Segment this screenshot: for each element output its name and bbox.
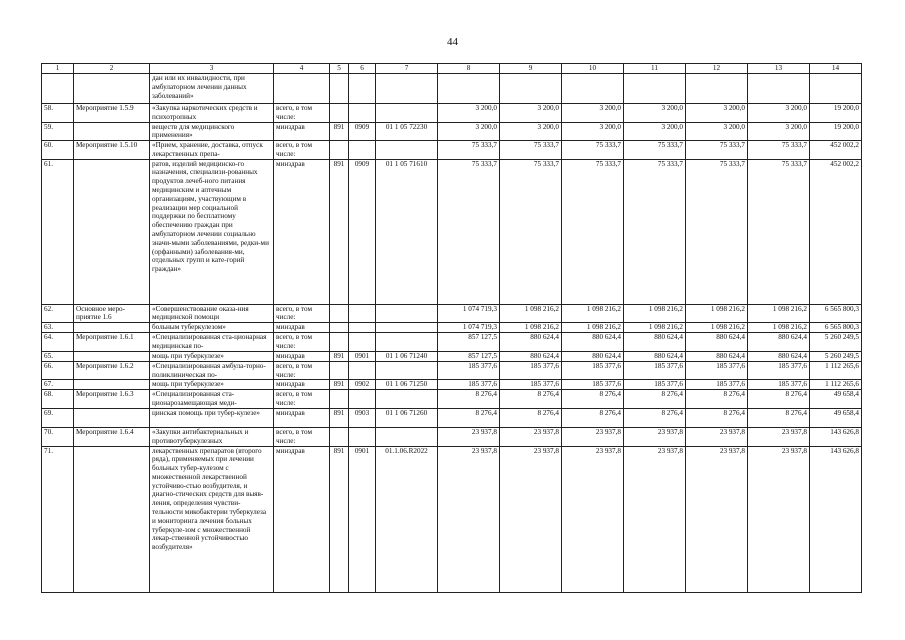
code-target-cell: [376, 390, 438, 409]
activity-name-cell: Мероприятие 1.5.9: [74, 104, 150, 123]
source-cell: всего, в том числе:: [274, 104, 330, 123]
year-value-cell: 880 624,4: [748, 351, 810, 361]
activity-name-cell: Мероприятие 1.6.2: [74, 361, 150, 380]
code-section-cell: [349, 361, 376, 380]
year-value-cell: 185 377,6: [686, 361, 748, 380]
year-value-cell: 75 333,7: [438, 159, 500, 304]
year-value-cell: 75 333,7: [500, 159, 562, 304]
source-cell: всего, в том числе:: [274, 427, 330, 446]
code-target-cell: 01 1 06 71250: [376, 380, 438, 390]
table-row: [42, 390, 862, 409]
page-number: 44: [447, 36, 458, 48]
total-value-cell: 452 002,2: [810, 141, 862, 160]
table-body: [42, 64, 862, 593]
header-cell: 14: [810, 64, 862, 74]
year-value-cell: 8 276,4: [624, 390, 686, 409]
year-value-cell: 880 624,4: [562, 351, 624, 361]
activity-name-cell: [74, 323, 150, 333]
activity-name-cell: [74, 351, 150, 361]
table-row: [42, 408, 862, 427]
description-cell: мощь при туберкулезе»: [150, 380, 274, 390]
year-value-cell: 3 200,0: [624, 122, 686, 141]
year-value-cell: 23 937,8: [624, 427, 686, 446]
table-row: [42, 351, 862, 361]
code-grbs-cell: 891: [330, 159, 349, 304]
table-row: [42, 159, 862, 304]
activity-name-cell: [74, 408, 150, 427]
description-cell: лекарственных препаратов (второго ряда), применяемых при лечении больных тубер-кулезом с множественной лекарственной устойчиво-стью возбудителя, и диагно-стических средств для выяв-ления, определения чувстви-тельности микобактерии туберкулеза и мониторинга лечения больных туберкуле-зом с множественной лекар-ственной устойчивостью возбудителя»: [150, 446, 274, 592]
source-cell: всего, в том числе:: [274, 333, 330, 352]
year-value-cell: 185 377,6: [748, 380, 810, 390]
code-section-cell: 0903: [349, 408, 376, 427]
year-value-cell: 8 276,4: [438, 408, 500, 427]
description-cell: «Специализированная ста-ционарозамещающая меди-: [150, 390, 274, 409]
year-value-cell: 880 624,4: [686, 351, 748, 361]
row-number-cell: 64.: [42, 333, 74, 352]
year-value-cell: 75 333,7: [686, 159, 748, 304]
header-cell: 6: [349, 64, 376, 74]
year-value-cell: 1 098 216,2: [748, 304, 810, 323]
code-grbs-cell: [330, 104, 349, 123]
year-value-cell: 75 333,7: [748, 141, 810, 160]
code-grbs-cell: [330, 141, 349, 160]
year-value-cell: 8 276,4: [438, 390, 500, 409]
year-value-cell: [748, 74, 810, 104]
code-section-cell: 0901: [349, 351, 376, 361]
year-value-cell: 8 276,4: [686, 408, 748, 427]
year-value-cell: 185 377,6: [500, 361, 562, 380]
code-target-cell: 01 1 05 71610: [376, 159, 438, 304]
year-value-cell: 1 074 719,3: [438, 304, 500, 323]
header-cell: 11: [624, 64, 686, 74]
description-cell: «Совершенствование оказа-ния медицинской помощи: [150, 304, 274, 323]
row-number-cell: 68.: [42, 390, 74, 409]
header-row: [42, 64, 862, 74]
total-value-cell: 5 260 249,5: [810, 333, 862, 352]
total-value-cell: [810, 74, 862, 104]
code-target-cell: [376, 104, 438, 123]
code-target-cell: [376, 323, 438, 333]
description-cell: «Прием, хранение, доставка, отпуск лекарственных препа-: [150, 141, 274, 160]
code-grbs-cell: 891: [330, 446, 349, 592]
row-number-cell: 62.: [42, 304, 74, 323]
table-row: [42, 141, 862, 160]
code-grbs-cell: [330, 74, 349, 104]
source-cell: всего, в том числе:: [274, 390, 330, 409]
row-number-cell: [42, 74, 74, 104]
year-value-cell: 23 937,8: [562, 427, 624, 446]
budget-table: [41, 63, 862, 593]
code-grbs-cell: [330, 390, 349, 409]
year-value-cell: [500, 74, 562, 104]
year-value-cell: 3 200,0: [686, 122, 748, 141]
code-target-cell: [376, 361, 438, 380]
year-value-cell: 75 333,7: [748, 159, 810, 304]
year-value-cell: [686, 74, 748, 104]
total-value-cell: 452 002,2: [810, 159, 862, 304]
year-value-cell: 1 098 216,2: [500, 323, 562, 333]
code-target-cell: 01 1 05 72230: [376, 122, 438, 141]
year-value-cell: 185 377,6: [562, 361, 624, 380]
year-value-cell: 75 333,7: [624, 141, 686, 160]
table-row: [42, 427, 862, 446]
source-cell: минздрав: [274, 122, 330, 141]
year-value-cell: 1 098 216,2: [562, 304, 624, 323]
total-value-cell: 1 112 265,6: [810, 361, 862, 380]
table-row: [42, 74, 862, 104]
year-value-cell: [562, 74, 624, 104]
code-section-cell: [349, 304, 376, 323]
total-value-cell: 49 658,4: [810, 408, 862, 427]
row-number-cell: 69.: [42, 408, 74, 427]
activity-name-cell: [74, 159, 150, 304]
year-value-cell: 23 937,8: [748, 427, 810, 446]
activity-name-cell: [74, 74, 150, 104]
code-grbs-cell: [330, 361, 349, 380]
code-grbs-cell: [330, 304, 349, 323]
year-value-cell: [438, 74, 500, 104]
code-section-cell: 0901: [349, 446, 376, 592]
year-value-cell: 880 624,4: [624, 351, 686, 361]
year-value-cell: 8 276,4: [562, 390, 624, 409]
year-value-cell: 880 624,4: [624, 333, 686, 352]
code-grbs-cell: 891: [330, 351, 349, 361]
header-cell: 9: [500, 64, 562, 74]
row-number-cell: 59.: [42, 122, 74, 141]
header-cell: 5: [330, 64, 349, 74]
total-value-cell: 49 658,4: [810, 390, 862, 409]
source-cell: всего, в том числе:: [274, 141, 330, 160]
row-number-cell: 67.: [42, 380, 74, 390]
description-cell: ратов, изделий медицинско-го назначения, специализи-рованных продуктов лечеб-ного питания медицинским и аптечным организациям, участвующим в реализации мер социальной поддержки по бесплатному обеспечению граждан при амбулаторном лечении социально значи-мыми заболеваниями, редки-ми (орфанными) заболевания-ми, отдельных групп и кате-горий граждан»: [150, 159, 274, 304]
year-value-cell: 8 276,4: [624, 408, 686, 427]
source-cell: минздрав: [274, 351, 330, 361]
description-cell: «Специализированная амбула-торно-поликлиническая по-: [150, 361, 274, 380]
total-value-cell: 6 565 800,3: [810, 304, 862, 323]
year-value-cell: 880 624,4: [686, 333, 748, 352]
year-value-cell: 23 937,8: [624, 446, 686, 592]
year-value-cell: 880 624,4: [500, 351, 562, 361]
year-value-cell: 8 276,4: [748, 390, 810, 409]
year-value-cell: 185 377,6: [748, 361, 810, 380]
year-value-cell: 1 098 216,2: [686, 304, 748, 323]
total-value-cell: 143 626,8: [810, 427, 862, 446]
year-value-cell: 857 127,5: [438, 333, 500, 352]
description-cell: мощь при туберкулезе»: [150, 351, 274, 361]
description-cell: дан или их инвалидности, при амбулаторном лечении данных заболеваний»: [150, 74, 274, 104]
description-cell: «Закупки антибактериальных и противотуберкулезных: [150, 427, 274, 446]
code-grbs-cell: 891: [330, 380, 349, 390]
code-section-cell: [349, 333, 376, 352]
year-value-cell: 185 377,6: [562, 380, 624, 390]
header-cell: 2: [74, 64, 150, 74]
code-section-cell: [349, 104, 376, 123]
code-grbs-cell: 891: [330, 408, 349, 427]
activity-name-cell: Мероприятие 1.5.10: [74, 141, 150, 160]
year-value-cell: 75 333,7: [438, 141, 500, 160]
row-number-cell: 66.: [42, 361, 74, 380]
year-value-cell: 75 333,7: [562, 141, 624, 160]
year-value-cell: 3 200,0: [562, 122, 624, 141]
year-value-cell: 8 276,4: [686, 390, 748, 409]
code-grbs-cell: [330, 427, 349, 446]
year-value-cell: 3 200,0: [748, 104, 810, 123]
row-number-cell: 70.: [42, 427, 74, 446]
code-grbs-cell: [330, 323, 349, 333]
total-value-cell: 19 200,0: [810, 104, 862, 123]
year-value-cell: 185 377,6: [624, 380, 686, 390]
year-value-cell: 3 200,0: [562, 104, 624, 123]
year-value-cell: 23 937,8: [686, 446, 748, 592]
header-cell: 7: [376, 64, 438, 74]
code-section-cell: 0909: [349, 122, 376, 141]
year-value-cell: 75 333,7: [686, 141, 748, 160]
total-value-cell: 5 260 249,5: [810, 351, 862, 361]
year-value-cell: [624, 74, 686, 104]
year-value-cell: 3 200,0: [438, 122, 500, 141]
total-value-cell: 6 565 800,3: [810, 323, 862, 333]
header-cell: 8: [438, 64, 500, 74]
year-value-cell: 23 937,8: [500, 446, 562, 592]
code-target-cell: 01 1 06 71240: [376, 351, 438, 361]
total-value-cell: 143 626,8: [810, 446, 862, 592]
header-cell: 10: [562, 64, 624, 74]
year-value-cell: 3 200,0: [500, 104, 562, 123]
year-value-cell: 3 200,0: [686, 104, 748, 123]
year-value-cell: 23 937,8: [438, 446, 500, 592]
code-grbs-cell: 891: [330, 122, 349, 141]
year-value-cell: 23 937,8: [438, 427, 500, 446]
code-target-cell: 01 1 06 71260: [376, 408, 438, 427]
year-value-cell: 75 333,7: [624, 159, 686, 304]
source-cell: всего, в том числе:: [274, 304, 330, 323]
year-value-cell: 1 098 216,2: [624, 304, 686, 323]
header-cell: 12: [686, 64, 748, 74]
code-section-cell: [349, 323, 376, 333]
year-value-cell: 3 200,0: [500, 122, 562, 141]
year-value-cell: 3 200,0: [624, 104, 686, 123]
header-cell: 4: [274, 64, 330, 74]
source-cell: минздрав: [274, 159, 330, 304]
code-section-cell: [349, 390, 376, 409]
table-row: [42, 122, 862, 141]
year-value-cell: 185 377,6: [686, 380, 748, 390]
year-value-cell: 23 937,8: [686, 427, 748, 446]
activity-name-cell: Основное меро-приятие 1.6: [74, 304, 150, 323]
code-section-cell: [349, 427, 376, 446]
year-value-cell: 1 098 216,2: [748, 323, 810, 333]
activity-name-cell: [74, 380, 150, 390]
description-cell: больным туберкулезом»: [150, 323, 274, 333]
year-value-cell: 23 937,8: [748, 446, 810, 592]
code-target-cell: [376, 304, 438, 323]
source-cell: минздрав: [274, 446, 330, 592]
year-value-cell: 185 377,6: [438, 361, 500, 380]
code-target-cell: [376, 141, 438, 160]
source-cell: всего, в том числе:: [274, 361, 330, 380]
code-target-cell: 01.1.06.R2022: [376, 446, 438, 592]
year-value-cell: 857 127,5: [438, 351, 500, 361]
year-value-cell: 75 333,7: [562, 159, 624, 304]
source-cell: минздрав: [274, 323, 330, 333]
description-cell: веществ для медицинского применения»: [150, 122, 274, 141]
row-number-cell: 63.: [42, 323, 74, 333]
source-cell: минздрав: [274, 408, 330, 427]
year-value-cell: 1 098 216,2: [686, 323, 748, 333]
description-cell: «Закупка наркотических средств и психотропных: [150, 104, 274, 123]
year-value-cell: 8 276,4: [562, 408, 624, 427]
year-value-cell: 3 200,0: [748, 122, 810, 141]
code-section-cell: [349, 74, 376, 104]
code-target-cell: [376, 333, 438, 352]
year-value-cell: 1 098 216,2: [624, 323, 686, 333]
table-row: [42, 361, 862, 380]
activity-name-cell: [74, 446, 150, 592]
year-value-cell: 880 624,4: [562, 333, 624, 352]
code-section-cell: 0909: [349, 159, 376, 304]
table-row: [42, 446, 862, 592]
header-cell: 1: [42, 64, 74, 74]
year-value-cell: 185 377,6: [438, 380, 500, 390]
year-value-cell: 8 276,4: [500, 408, 562, 427]
source-cell: [274, 74, 330, 104]
description-cell: «Специализированная ста-ционарная медицинская по-: [150, 333, 274, 352]
activity-name-cell: Мероприятие 1.6.4: [74, 427, 150, 446]
total-value-cell: 19 200,0: [810, 122, 862, 141]
table-row: [42, 104, 862, 123]
year-value-cell: 8 276,4: [748, 408, 810, 427]
code-section-cell: [349, 141, 376, 160]
activity-name-cell: Мероприятие 1.6.3: [74, 390, 150, 409]
row-number-cell: 71.: [42, 446, 74, 592]
table-row: [42, 380, 862, 390]
year-value-cell: 880 624,4: [500, 333, 562, 352]
header-cell: 13: [748, 64, 810, 74]
code-target-cell: [376, 427, 438, 446]
table-row: [42, 323, 862, 333]
description-cell: цинская помощь при тубер-кулезе»: [150, 408, 274, 427]
year-value-cell: 8 276,4: [500, 390, 562, 409]
activity-name-cell: [74, 122, 150, 141]
row-number-cell: 65.: [42, 351, 74, 361]
source-cell: минздрав: [274, 380, 330, 390]
header-cell: 3: [150, 64, 274, 74]
code-section-cell: 0902: [349, 380, 376, 390]
year-value-cell: 1 098 216,2: [562, 323, 624, 333]
table-row: [42, 304, 862, 323]
year-value-cell: 1 074 719,3: [438, 323, 500, 333]
row-number-cell: 60.: [42, 141, 74, 160]
year-value-cell: 23 937,8: [562, 446, 624, 592]
activity-name-cell: Мероприятие 1.6.1: [74, 333, 150, 352]
row-number-cell: 58.: [42, 104, 74, 123]
code-target-cell: [376, 74, 438, 104]
table-row: [42, 333, 862, 352]
year-value-cell: 23 937,8: [500, 427, 562, 446]
year-value-cell: 75 333,7: [500, 141, 562, 160]
year-value-cell: 185 377,6: [624, 361, 686, 380]
row-number-cell: 61.: [42, 159, 74, 304]
year-value-cell: 185 377,6: [500, 380, 562, 390]
code-grbs-cell: [330, 333, 349, 352]
total-value-cell: 1 112 265,6: [810, 380, 862, 390]
year-value-cell: 880 624,4: [748, 333, 810, 352]
year-value-cell: 1 098 216,2: [500, 304, 562, 323]
year-value-cell: 3 200,0: [438, 104, 500, 123]
